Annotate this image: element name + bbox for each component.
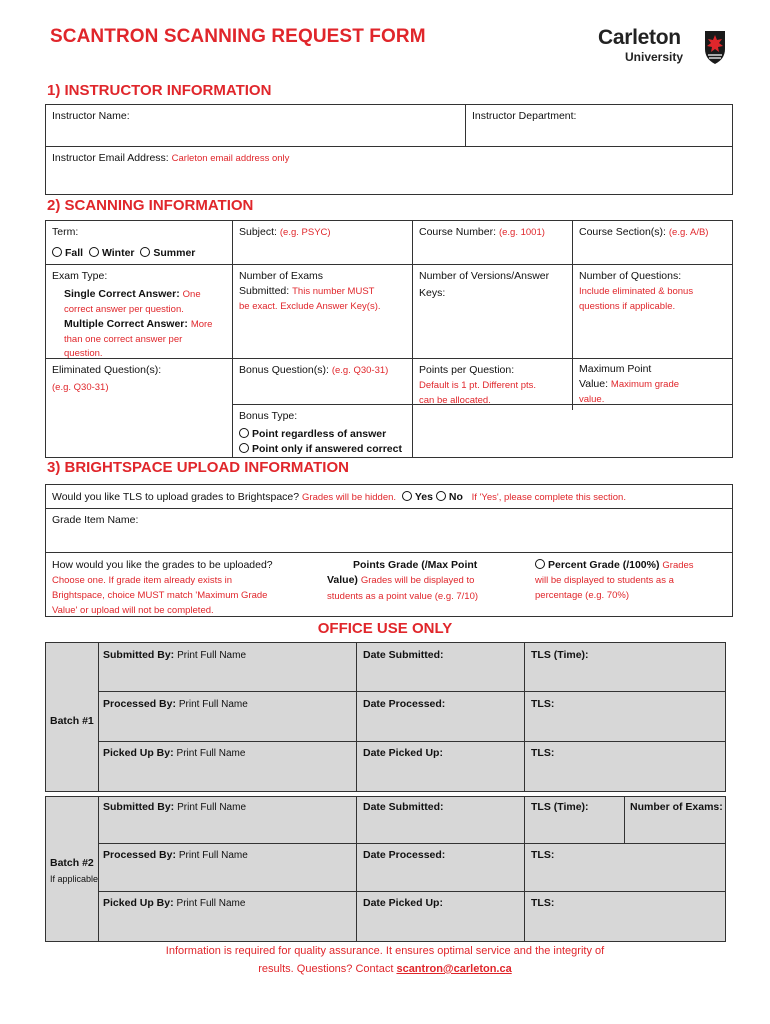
crest-icon	[702, 29, 728, 65]
instructor-name-field[interactable]: Instructor Name:	[52, 110, 130, 122]
batch2-submitted-by[interactable]: Submitted By: Print Full Name	[103, 801, 246, 813]
batch2-date-submitted[interactable]: Date Submitted:	[363, 801, 444, 813]
batch1-picked-up-by[interactable]: Picked Up By: Print Full Name	[103, 747, 246, 759]
section2-heading: 2) SCANNING INFORMATION	[47, 197, 254, 214]
batch1-tls-picked-up[interactable]: TLS:	[531, 747, 555, 759]
number-of-questions-field[interactable]: Number of Questions: Include eliminated & bonus questions if applicable.	[579, 270, 694, 312]
points-grade-option[interactable]: Points Grade (/Max Point Value) Grades will be displayed to students as a point value (e.g. 7/10)	[327, 559, 479, 602]
batch1-date-picked-up[interactable]: Date Picked Up:	[363, 747, 443, 759]
logo-line1: Carleton	[598, 26, 681, 49]
term-options	[47, 243, 200, 264]
bonus-type-field	[234, 406, 407, 460]
tls-upload-question: Would you like TLS to upload grades to Brightspace? Grades will be hidden. Yes No If 'Yes', please complete this section.	[52, 491, 626, 503]
term-label: Term:	[52, 226, 79, 238]
batch1-tls-processed[interactable]: TLS:	[531, 698, 555, 710]
eliminated-questions-field[interactable]: Eliminated Question(s): (e.g. Q30-31)	[52, 364, 162, 393]
batch1-date-submitted[interactable]: Date Submitted:	[363, 649, 444, 661]
batch1-tls-time[interactable]: TLS (Time):	[531, 649, 589, 661]
number-of-versions-field[interactable]: Number of Versions/Answer Keys:	[419, 270, 550, 299]
batch1-submitted-by[interactable]: Submitted By: Print Full Name	[103, 649, 246, 661]
bonus-correct-only-radio[interactable]: Point only if answered correct	[239, 442, 402, 457]
batch1-date-processed[interactable]: Date Processed:	[363, 698, 446, 710]
logo-line2: University	[625, 50, 684, 64]
bonus-questions-field[interactable]: Bonus Question(s): (e.g. Q30-31)	[239, 364, 389, 376]
subject-field[interactable]: Subject: (e.g. PSYC)	[239, 226, 331, 238]
batch1-processed-by[interactable]: Processed By: Print Full Name	[103, 698, 248, 710]
batch2-tls-picked-up[interactable]: TLS:	[531, 897, 555, 909]
batch2-processed-by[interactable]: Processed By: Print Full Name	[103, 849, 248, 861]
tls-yes-radio[interactable]: Yes	[402, 491, 433, 503]
batch2-tls-time[interactable]: TLS (Time):	[531, 801, 589, 813]
batch2-label: Batch #2	[50, 857, 94, 869]
batch1-label: Batch #1	[50, 715, 94, 727]
number-of-exams-field[interactable]: Number of Exams Submitted: This number MUST be exact. Exclude Answer Key(s).	[239, 270, 381, 312]
maximum-point-value-field[interactable]: Maximum Point Value: Maximum grade value.	[579, 363, 680, 405]
tls-no-radio[interactable]: No	[436, 491, 463, 503]
exam-type-label: Exam Type:	[52, 270, 108, 282]
course-number-field[interactable]: Course Number: (e.g. 1001)	[419, 226, 545, 238]
upload-method-field: How would you like the grades to be uploaded? Choose one. If grade item already exists in Brightspace, choice MUST match 'Maximum Grade Value' or upload will not be completed.	[52, 559, 273, 616]
term-winter-radio[interactable]: Winter	[89, 247, 135, 259]
instructor-department-field[interactable]: Instructor Department:	[472, 110, 577, 122]
batch2-picked-up-by[interactable]: Picked Up By: Print Full Name	[103, 897, 246, 909]
contact-email-link[interactable]: scantron@carleton.ca	[396, 963, 512, 975]
batch2-note: If applicable	[50, 874, 99, 884]
email-label: Instructor Email Address:	[52, 152, 169, 164]
points-per-question-field[interactable]: Points per Question: Default is 1 pt. Different pts. can be allocated.	[419, 364, 537, 406]
footer-note: Information is required for quality assurance. It ensures optimal service and the integrity of results. Questions? Contact scantron@carleton.ca	[165, 945, 605, 975]
course-section-field[interactable]: Course Section(s): (e.g. A/B)	[579, 226, 709, 238]
office-use-heading: OFFICE USE ONLY	[317, 620, 453, 637]
batch2-date-processed[interactable]: Date Processed:	[363, 849, 446, 861]
email-note: Carleton email address only	[171, 153, 290, 164]
section3-heading: 3) BRIGHTSPACE UPLOAD INFORMATION	[47, 459, 349, 476]
bonus-regardless-radio[interactable]: Point regardless of answer	[239, 427, 402, 442]
exam-type-field[interactable]: Exam Type: Single Correct Answer: One correct answer per question. Multiple Correct Answer: More than one correct answer per question.	[47, 266, 232, 364]
term-fall-radio[interactable]: Fall	[52, 247, 83, 259]
bonus-type-label: Bonus Type:	[239, 410, 298, 422]
carleton-logo	[598, 26, 733, 70]
form-title: SCANTRON SCANNING REQUEST FORM	[50, 26, 426, 47]
term-summer-radio[interactable]: Summer	[140, 247, 195, 259]
section1-heading: 1) INSTRUCTOR INFORMATION	[47, 82, 272, 99]
instructor-email-field[interactable]	[47, 148, 294, 169]
batch2-tls-processed[interactable]: TLS:	[531, 849, 555, 861]
batch2-number-of-exams[interactable]: Number of Exams:	[630, 801, 723, 813]
batch2-date-picked-up[interactable]: Date Picked Up:	[363, 897, 443, 909]
grade-item-name-field[interactable]: Grade Item Name:	[52, 514, 139, 526]
percent-grade-option[interactable]: Percent Grade (/100%) Grades will be displayed to students as a percentage (e.g. 70%)	[535, 559, 694, 601]
